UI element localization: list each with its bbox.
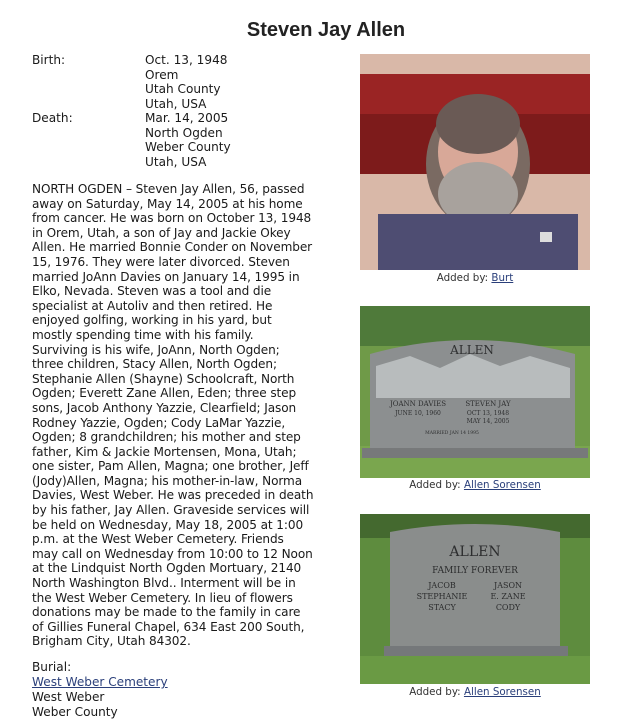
obituary-line: Allen. He married Bonnie Conder on November xyxy=(32,240,313,255)
family-stone-right-name: JASON xyxy=(493,581,523,590)
portrait-photo[interactable] xyxy=(360,54,590,270)
headstone-right-birth: OCT 13, 1948 xyxy=(466,410,510,417)
family-stone-left-name: STACY xyxy=(428,603,456,612)
caption-prefix: Added by: xyxy=(436,272,489,284)
headstone-image-2 xyxy=(360,514,590,684)
family-stone-left-name: JACOB xyxy=(428,581,456,590)
obituary-line: North Washington Blvd.. Interment will be in xyxy=(32,576,296,591)
obituary-text xyxy=(32,182,332,649)
birth-label: Birth: xyxy=(32,53,66,67)
birth-county: Utah County xyxy=(145,82,221,96)
headstone-photo-2[interactable] xyxy=(360,514,590,684)
caption-prefix: Added by: xyxy=(409,479,461,491)
contributor-link[interactable]: Burt xyxy=(491,272,514,284)
obituary-line: of Gillies Funeral Chapel, 634 East 200 South, xyxy=(32,619,305,634)
headstone-surname: ALLEN xyxy=(450,343,494,357)
obituary-line: p.m. at the West Weber Cemetery. Friends xyxy=(32,532,284,547)
headstone-photo-1[interactable] xyxy=(360,306,590,478)
family-stone-right-name: E. ZANE xyxy=(490,592,526,601)
obituary-line: may call on Wednesday from 10:00 to 12 Noon xyxy=(32,546,313,561)
obituary-line: Elko, Nevada. Steven was a tool and die xyxy=(32,284,272,299)
obituary-line: Ogden; 8 grandchildren; his mother and step xyxy=(32,430,301,445)
headstone-left-date: JUNE 10, 1960 xyxy=(395,410,441,417)
obituary-line: donations may be made to the family in care xyxy=(32,605,301,620)
death-city: North Ogden xyxy=(145,125,223,140)
obituary-line: (Jody)Allen, Magna; his mother-in-law, Norma xyxy=(32,473,303,488)
obituary-line: Stephanie Allen (Shayne) Schoolcraft, North xyxy=(32,371,295,386)
birth-state: Utah, USA xyxy=(145,96,207,111)
headstone-caption-2 xyxy=(360,686,590,698)
obituary-line: one sister, Pam Allen, Magna; one brother, Jeff xyxy=(32,459,309,474)
family-stone-left-name: STEPHANIE xyxy=(416,592,468,601)
obituary-line: by his father, Jay Allen. Graveside services will xyxy=(32,503,310,518)
obituary-line: Surviving is his wife, JoAnn, North Ogden; xyxy=(32,342,280,357)
headstone-image-1 xyxy=(360,306,590,478)
obituary-line: enjoyed golfing, working in his yard, but xyxy=(32,313,272,328)
headstone-right-death: MAY 14, 2005 xyxy=(466,418,510,425)
obituary-line: mostly spending time with his family. xyxy=(32,327,254,342)
family-stone-surname: ALLEN xyxy=(449,544,501,560)
contributor-link[interactable]: Allen Sorensen xyxy=(463,686,541,698)
obituary-line: be held on Wednesday, May 18, 2005 at 1:00 xyxy=(32,517,304,532)
obituary-line: Rodney Yazzie, Ogden; Cody LaMar Yazzie, xyxy=(32,415,286,430)
burial-city: West Weber xyxy=(32,690,105,704)
obituary-line: specialist at Autoliv and then retired. He xyxy=(32,298,273,313)
headstone-right-name: STEVEN JAY xyxy=(465,400,511,408)
birth-details xyxy=(145,53,227,111)
headstone-caption-1 xyxy=(360,479,590,491)
death-county: Weber County xyxy=(145,140,231,154)
obituary-line: the West Weber Cemetery. In lieu of flowers xyxy=(32,590,293,605)
obituary-line: three children, Stacy Allen, North Ogden; xyxy=(32,357,277,372)
death-details xyxy=(145,111,231,169)
death-date: Mar. 14, 2005 xyxy=(145,111,229,125)
obituary-line: Ogden; Everett Zane Allen, Eden; three step xyxy=(32,386,297,401)
obituary-line: at the Lindquist North Ogden Mortuary, 2140 xyxy=(32,561,302,576)
obituary-line: sons, Jacob Anthony Yazzie, Clearfield; Jason xyxy=(32,400,297,415)
birth-date: Oct. 13, 1948 xyxy=(145,53,228,67)
obituary-line: from cancer. He was born on October 13, 1948 xyxy=(32,211,312,226)
obituary-line: 15, 1976. They were later divorced. Steven xyxy=(32,254,290,269)
burial-label: Burial: xyxy=(32,660,72,674)
family-stone-motto: FAMILY FOREVER xyxy=(432,566,518,576)
burial-county: Weber County xyxy=(32,705,118,719)
death-label: Death: xyxy=(32,111,73,125)
portrait-caption xyxy=(360,272,590,284)
obituary-line: married JoAnn Davies on January 14, 1995 in xyxy=(32,269,300,284)
family-stone-right-name: CODY xyxy=(495,603,521,612)
portrait-image xyxy=(360,54,590,270)
obituary-line: in Orem, Utah, a son of Jay and Jackie Okey xyxy=(32,225,291,240)
obituary-line: father, Kim & Jackie Mortensen, Mona, Utah; xyxy=(32,444,297,459)
caption-prefix: Added by: xyxy=(409,686,461,698)
headstone-married-date: MARRIED JAN 14 1995 xyxy=(425,431,479,436)
birth-city: Orem xyxy=(145,67,179,82)
cemetery-link[interactable]: West Weber Cemetery xyxy=(32,675,168,689)
obituary-line: away on Saturday, May 14, 2005 at his home xyxy=(32,196,303,211)
obituary-line: Davies, West Weber. He was preceded in death xyxy=(32,488,314,503)
contributor-link[interactable]: Allen Sorensen xyxy=(463,479,541,491)
death-state: Utah, USA xyxy=(145,154,207,169)
headstone-left-name: JOANN DAVIES xyxy=(389,400,447,408)
obituary-line: NORTH OGDEN – Steven Jay Allen, 56, passed xyxy=(32,182,305,196)
obituary-line: Brigham City, Utah 84302. xyxy=(32,634,191,649)
memorial-title: Steven Jay Allen xyxy=(246,19,406,41)
